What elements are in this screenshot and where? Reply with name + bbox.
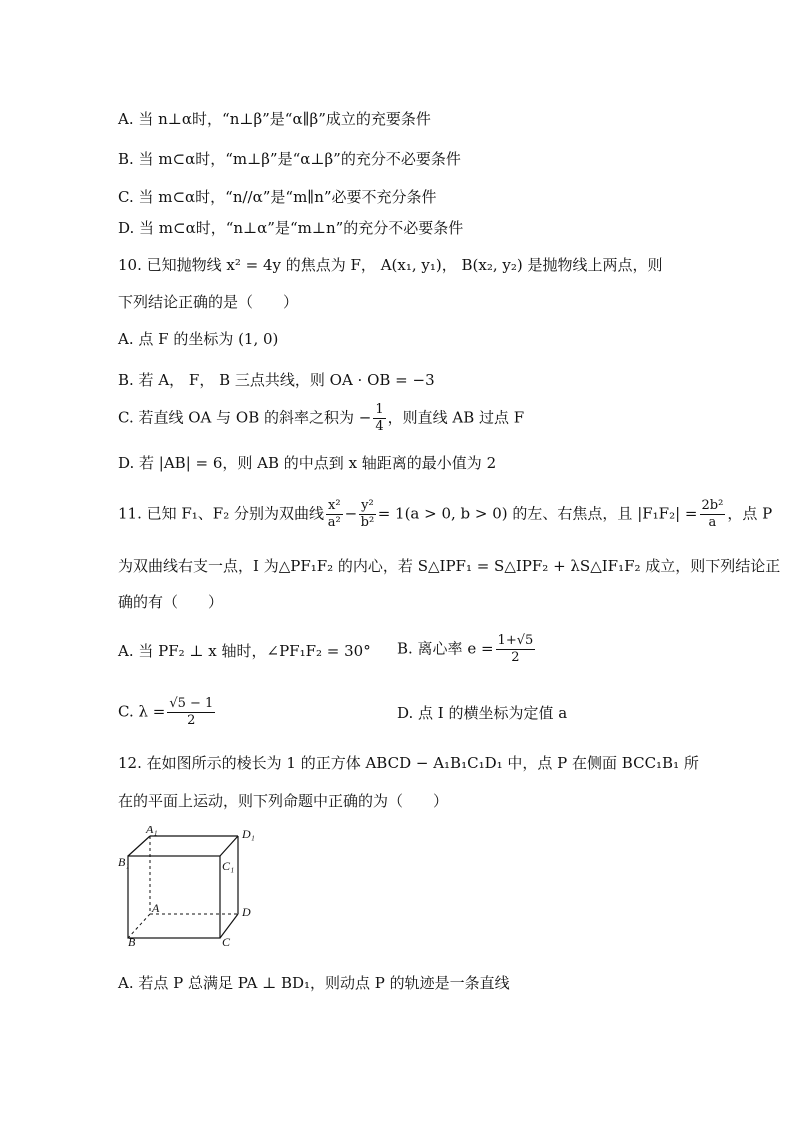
fraction-denominator: a² <box>327 515 341 530</box>
q9-option-a: A. 当 n⊥α时，“n⊥β”是“α∥β”成立的充要条件 <box>118 110 431 128</box>
cube-label-a: A <box>152 901 160 915</box>
q10-option-a: A. 点 F 的坐标为 (1, 0) <box>118 330 279 348</box>
q11-stem-line1 <box>118 498 772 531</box>
q9-option-b: B. 当 m⊂α时，“m⊥β”是“α⊥β”的充分不必要条件 <box>118 150 461 168</box>
fraction-denominator: a <box>708 515 717 530</box>
q11-stem-line3: 确的有（ ） <box>118 593 224 611</box>
fraction-numerator: x² <box>328 498 341 513</box>
q11-stem-minus: − <box>344 504 358 523</box>
q11-option-b <box>397 633 537 666</box>
cube-label-d1: D₁ <box>242 827 255 841</box>
q11-option-c <box>118 696 217 729</box>
cube-label-a1: A₁ <box>146 826 158 836</box>
cube-label-d: D <box>242 905 251 919</box>
q10-stem-line1: 10. 已知抛物线 x² = 4y 的焦点为 F， A(x₁, y₁)， B(x₂, y₂) 是抛物线上两点，则 <box>118 256 663 274</box>
q11-option-c-pre: C. λ = <box>118 702 166 721</box>
fraction-numerator: y² <box>361 498 374 513</box>
q10-option-c-pre: C. 若直线 OA 与 OB 的斜率之积为 − <box>118 408 372 427</box>
fraction-numerator: 2b² <box>701 498 724 513</box>
fraction-numerator: 1+√5 <box>497 633 534 648</box>
q12-stem-line1: 12. 在如图所示的棱长为 1 的正方体 ABCD − A₁B₁C₁D₁ 中，点 P 在侧面 BCC₁B₁ 所 <box>118 754 699 772</box>
q10-option-c <box>118 402 524 435</box>
q11-fraction-x2-a2 <box>326 498 343 531</box>
fraction-denominator: 4 <box>375 419 384 434</box>
fraction-denominator: 2 <box>511 650 520 665</box>
q10-option-b: B. 若 A， F， B 三点共线，则 OA · OB = −3 <box>118 371 435 389</box>
cube-label-b: B <box>128 935 136 948</box>
cube-label-b1: B₁ <box>118 855 130 869</box>
q10-option-d: D. 若 |AB| = 6，则 AB 的中点到 x 轴距离的最小值为 2 <box>118 454 497 472</box>
cube-figure <box>118 826 268 948</box>
cube-label-c1: C₁ <box>222 859 235 873</box>
q10-option-c-fraction <box>373 402 385 435</box>
fraction-numerator: √5 − 1 <box>169 696 214 711</box>
q11-fraction-2b2-a <box>700 498 726 531</box>
q9-option-d: D. 当 m⊂α时，“n⊥α”是“m⊥n”的充分不必要条件 <box>118 219 464 237</box>
q10-option-c-post: ，则直线 AB 过点 F <box>387 408 525 427</box>
q11-stem-line2: 为双曲线右支一点，I 为△PF₁F₂ 的内心，若 S△IPF₁ = S△IPF₂ + λS△IF₁F₂ 成立，则下列结论正 <box>118 557 781 575</box>
edge-c1-d1 <box>220 836 238 856</box>
q11-option-c-fraction <box>167 696 215 729</box>
q11-option-d: D. 点 I 的横坐标为定值 a <box>397 704 568 722</box>
q12-stem-line2: 在的平面上运动，则下列命题中正确的为（ ） <box>118 792 449 810</box>
cube-front-face <box>128 856 220 938</box>
q11-stem-post: ，点 P <box>727 504 773 523</box>
fraction-numerator: 1 <box>375 402 384 417</box>
q10-stem-line2: 下列结论正确的是（ ） <box>118 293 299 311</box>
q11-stem-pre: 11. 已知 F₁、F₂ 分别为双曲线 <box>118 504 325 523</box>
q9-option-c: C. 当 m⊂α时，“n//α”是“m∥n”必要不充分条件 <box>118 188 437 206</box>
cube-label-c: C <box>222 935 231 948</box>
fraction-denominator: 2 <box>187 713 196 728</box>
q11-fraction-y2-b2 <box>359 498 376 531</box>
fraction-denominator: b² <box>360 515 375 530</box>
q12-option-a: A. 若点 P 总满足 PA ⊥ BD₁，则动点 P 的轨迹是一条直线 <box>118 974 510 992</box>
q11-stem-condition: = 1(a > 0, b > 0) 的左、右焦点，且 |F₁F₂| = <box>377 504 698 523</box>
edge-b1-a1 <box>128 836 150 856</box>
q11-option-b-pre: B. 离心率 e = <box>397 639 494 658</box>
q11-option-b-fraction <box>496 633 536 666</box>
q11-option-a: A. 当 PF₂ ⊥ x 轴时，∠PF₁F₂ = 30° <box>118 642 371 660</box>
